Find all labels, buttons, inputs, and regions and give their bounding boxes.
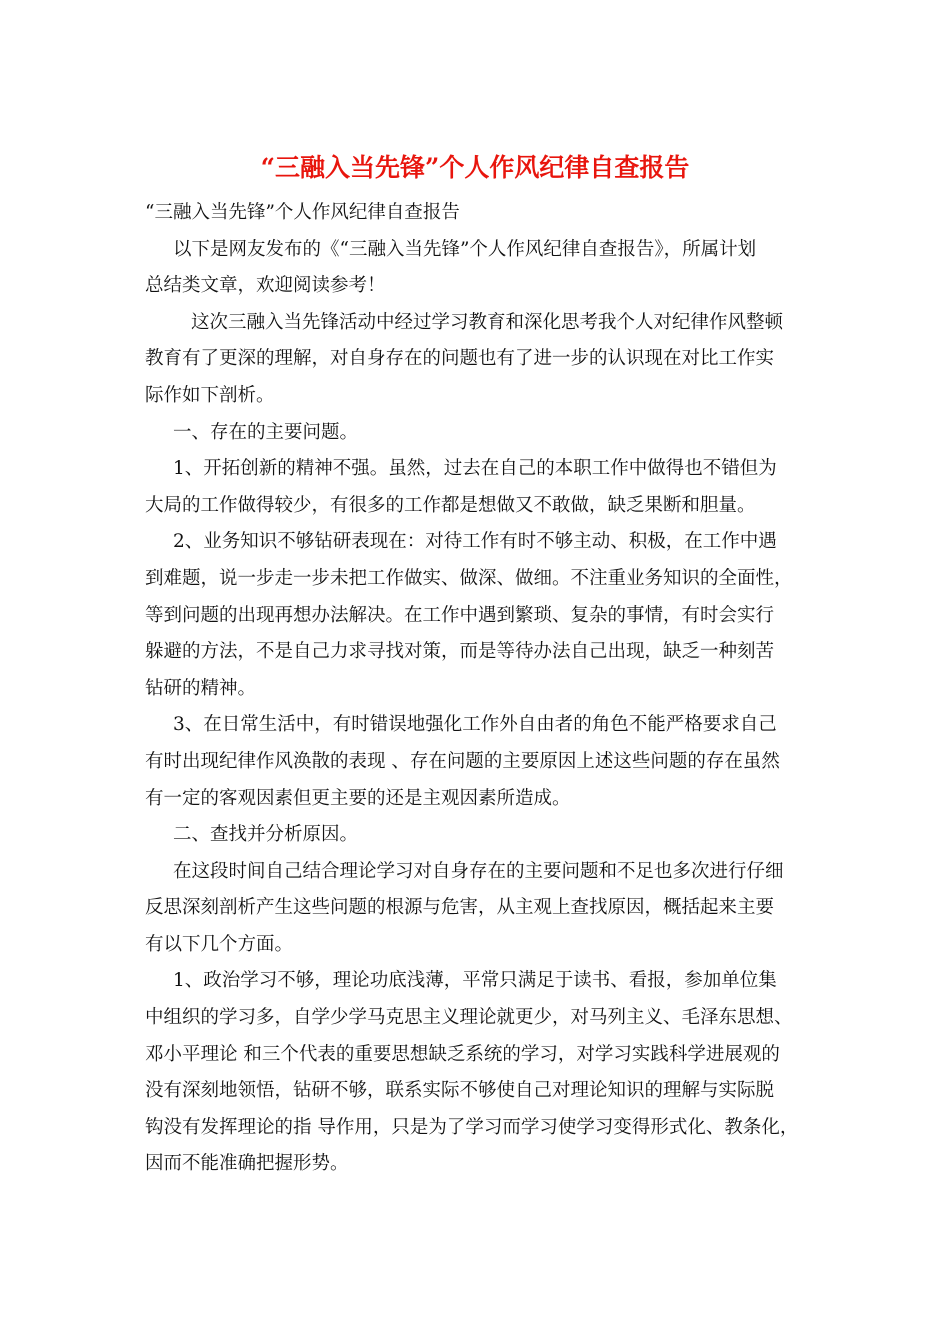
paragraph-line: 有以下几个方面。 bbox=[145, 933, 294, 955]
paragraph-line: 因而不能准确把握形势。 bbox=[145, 1153, 349, 1175]
paragraph-line: 躲避的方法，不是自己力求寻找对策，而是等待办法自己出现，缺乏一种刻苦 bbox=[145, 641, 775, 663]
paragraph-line: 等到问题的出现再想办法解决。在工作中遇到繁琐、复杂的事情，有时会实行 bbox=[145, 604, 775, 626]
paragraph-line: 有一定的客观因素但更主要的还是主观因素所造成。 bbox=[145, 787, 571, 809]
paragraph-line: 有时出现纪律作风涣散的表现 、存在问题的主要原因上述这些问题的存在虽然 bbox=[145, 750, 780, 772]
paragraph-line: 大局的工作做得较少，有很多的工作都是想做又不敢做，缺乏果断和胆量。 bbox=[145, 494, 756, 516]
paragraph-line: “三融入当先锋”个人作风纪律自查报告 bbox=[145, 202, 460, 223]
paragraph-line: 1、政治学习不够，理论功底浅薄，平常只满足于读书、看报，参加单位集 bbox=[173, 970, 777, 992]
paragraph-line: 邓小平理论 和三个代表的重要思想缺乏系统的学习，对学习实践科学进展观的 bbox=[145, 1043, 780, 1065]
paragraph-line: 这次三融入当先锋活动中经过学习教育和深化思考我个人对纪律作风整顿 bbox=[191, 311, 784, 333]
paragraph-line: 3、在日常生活中，有时错误地强化工作外自由者的角色不能严格要求自己 bbox=[173, 714, 777, 736]
paragraph-line: 中组织的学习多，自学少学马克思主义理论就更少，对马列主义、毛泽东思想、 bbox=[145, 1007, 793, 1029]
document-title: “三融入当先锋”个人作风纪律自查报告 bbox=[260, 153, 690, 182]
document-body bbox=[145, 195, 817, 1183]
paragraph-line: 以下是网友发布的《“三融入当先锋”个人作风纪律自查报告》，所属计划 bbox=[173, 238, 757, 260]
paragraph-line: 教育有了更深的理解，对自身存在的问题也有了进一步的认识现在对比工作实 bbox=[145, 348, 775, 370]
paragraph-line: 际作如下剖析。 bbox=[145, 384, 275, 406]
paragraph-line: 1、开拓创新的精神不强。虽然，过去在自己的本职工作中做得也不错但为 bbox=[173, 458, 777, 480]
paragraph-line: 一、存在的主要问题。 bbox=[173, 421, 359, 443]
paragraph-line: 到难题，说一步走一步未把工作做实、做深、做细。不注重业务知识的全面性， bbox=[145, 567, 793, 589]
paragraph-line: 总结类文章，欢迎阅读参考！ bbox=[145, 275, 386, 297]
paragraph-line: 二、查找并分析原因。 bbox=[173, 824, 359, 846]
paragraph-line: 反思深刻剖析产生这些问题的根源与危害，从主观上查找原因，概括起来主要 bbox=[145, 897, 775, 919]
paragraph-line: 没有深刻地领悟，钻研不够，联系实际不够使自己对理论知识的理解与实际脱 bbox=[145, 1080, 775, 1102]
paragraph-line: 钻研的精神。 bbox=[145, 677, 257, 699]
paragraph-line: 2、业务知识不够钻研表现在：对待工作有时不够主动、积极，在工作中遇 bbox=[173, 531, 777, 553]
paragraph-line: 钩没有发挥理论的指 导作用，只是为了学习而学习使学习变得形式化、教条化， bbox=[145, 1116, 799, 1138]
paragraph-line: 在这段时间自己结合理论学习对自身存在的主要问题和不足也多次进行仔细 bbox=[173, 860, 784, 882]
